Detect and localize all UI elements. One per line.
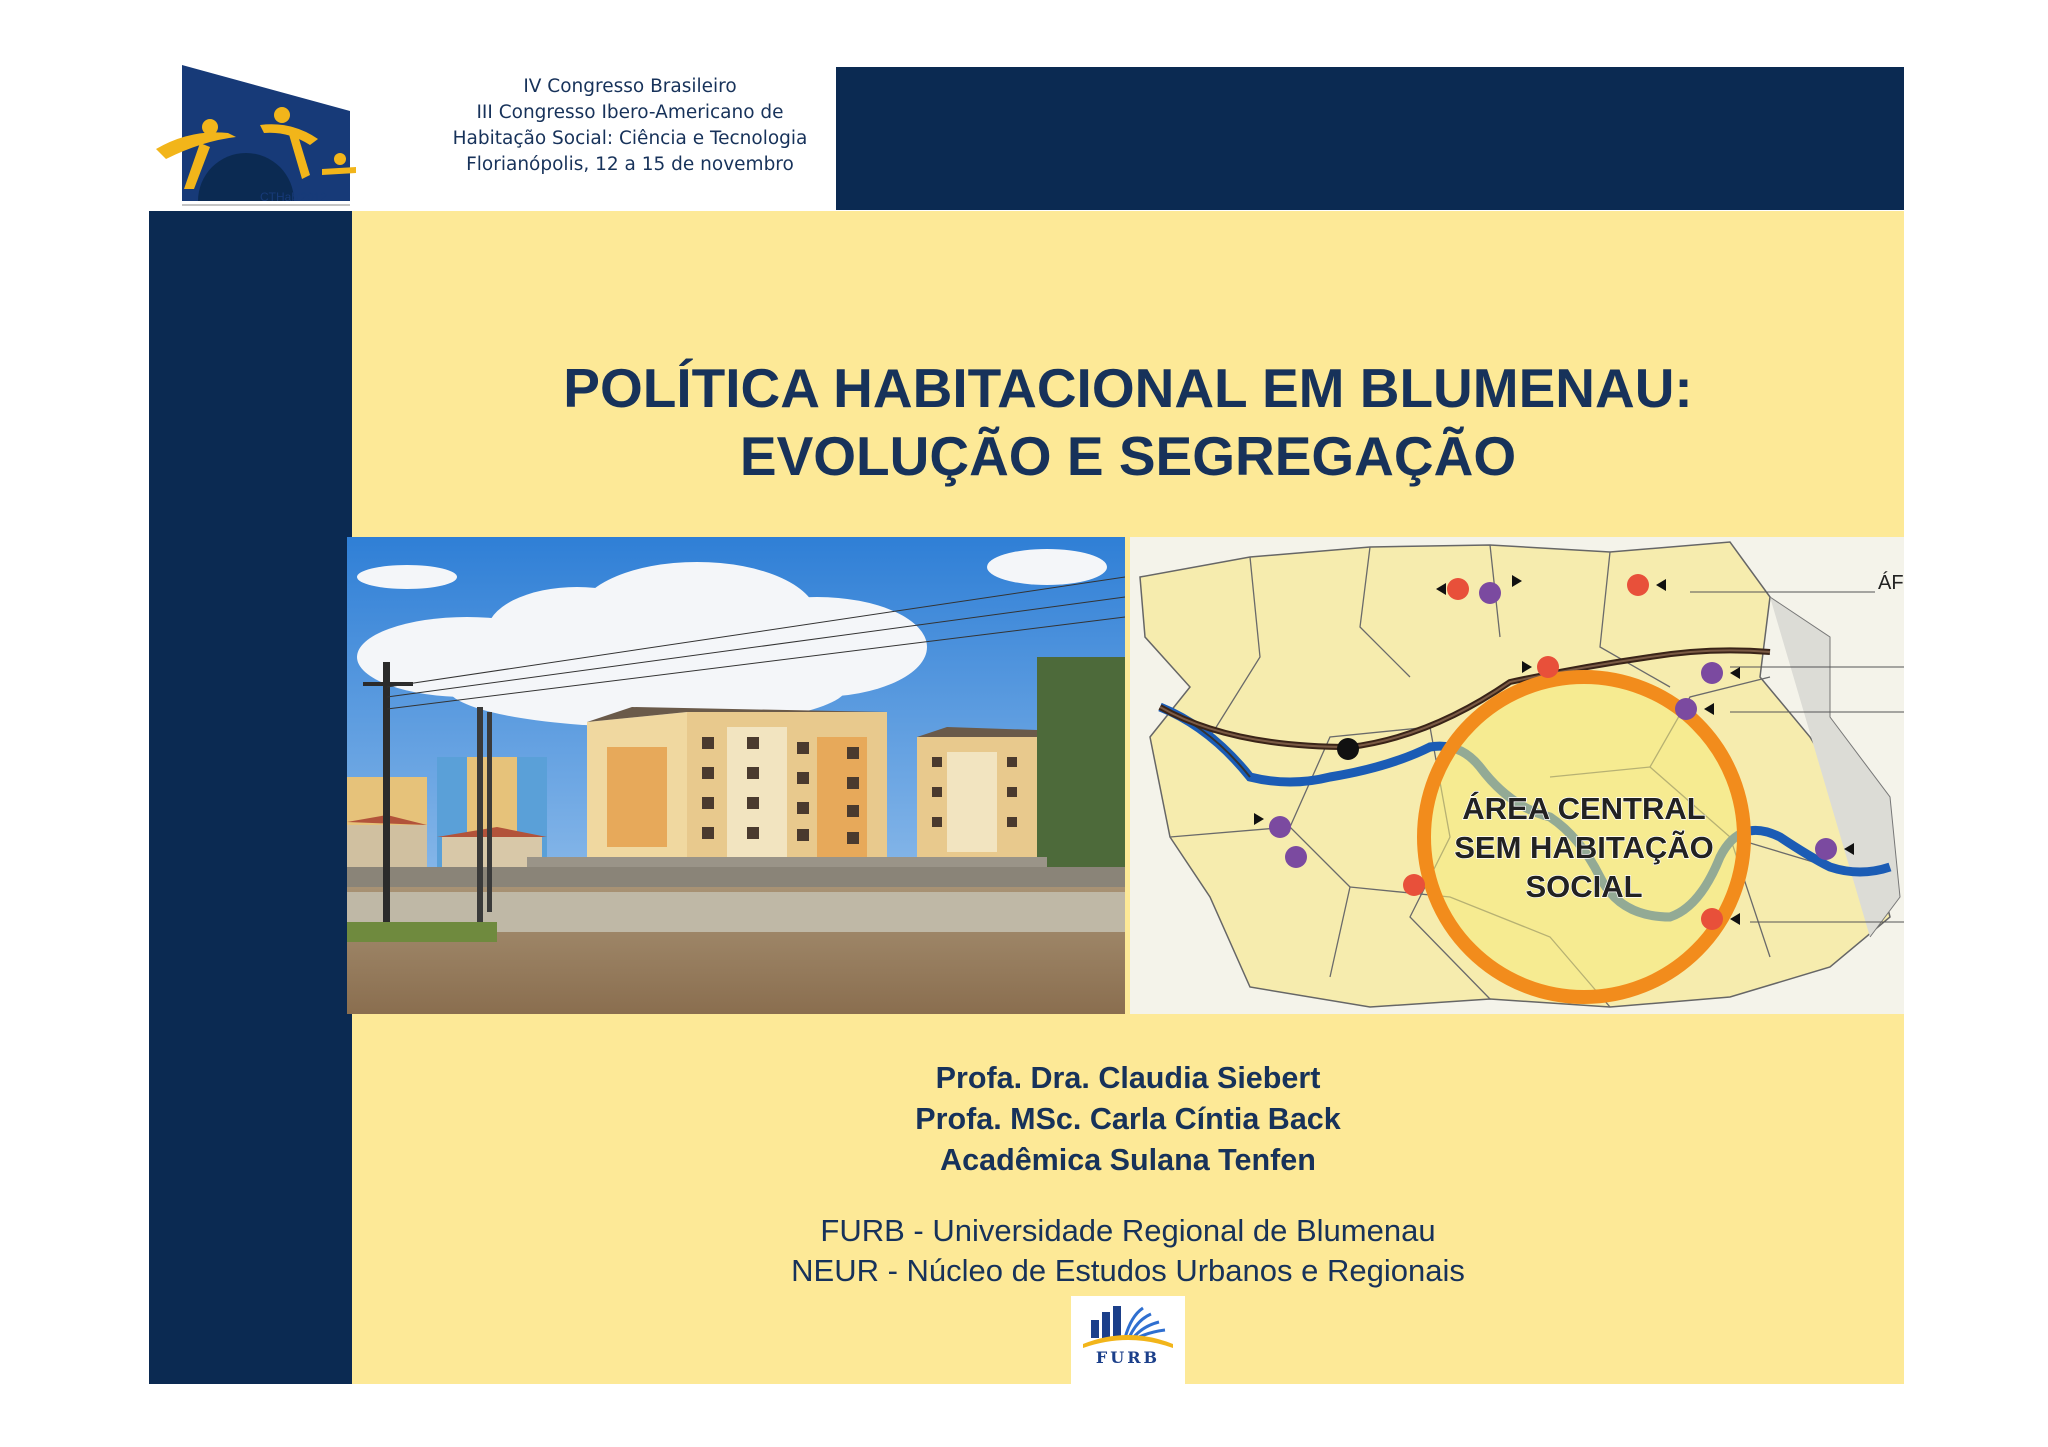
congress-line-1: IV Congresso Brasileiro [523,76,737,97]
congress-line-3: Habitação Social: Ciência e Tecnologia [452,128,808,149]
left-navy-bar [149,211,352,1384]
social-housing-marker [1537,656,1559,678]
institutions-block [352,1211,1904,1291]
furb-logo [1071,1296,1185,1384]
city-map [1130,537,1904,1014]
social-housing-marker [1627,574,1649,596]
institution-1: FURB - Universidade Regional de Blumenau [820,1213,1436,1248]
author-1: Profa. Dra. Claudia Siebert [935,1061,1321,1095]
map-edge-label: ÁF [1878,572,1904,594]
social-housing-marker [1701,908,1723,930]
title-line-1: POLÍTICA HABITACIONAL EM BLUMENAU: [563,357,1693,419]
author-2: Profa. MSc. Carla Cíntia Back [915,1102,1341,1136]
title-line-2: EVOLUÇÃO E SEGREGAÇÃO [739,425,1517,487]
cthab-logo-caption: CTHab'2012 [260,190,327,204]
congress-info [430,74,830,178]
author-3: Acadêmica Sulana Tenfen [940,1143,1316,1177]
congress-line-4: Florianópolis, 12 a 15 de novembro [466,154,794,175]
social-housing-marker [1285,846,1307,868]
cthab-logo [150,63,362,210]
map-center-label-1: ÁREA CENTRAL [1462,791,1706,826]
social-housing-marker [1447,578,1469,600]
page-title [352,354,1904,490]
authors-block [352,1058,1904,1181]
social-housing-marker [1815,838,1837,860]
social-housing-marker [1479,582,1501,604]
map-center-label-2: SEM HABITAÇÃO [1454,830,1714,865]
social-housing-marker [1675,698,1697,720]
social-housing-marker [1403,874,1425,896]
furb-logo-text: FURB [1095,1348,1161,1367]
map-center-label-3: SOCIAL [1525,869,1643,904]
top-navy-bar [836,67,1904,210]
social-housing-marker [1337,738,1359,760]
housing-photo [347,537,1125,1014]
congress-line-2: III Congresso Ibero-Americano de [476,102,784,123]
institution-2: NEUR - Núcleo de Estudos Urbanos e Regionais [791,1253,1465,1288]
social-housing-marker [1269,816,1291,838]
social-housing-marker [1701,662,1723,684]
